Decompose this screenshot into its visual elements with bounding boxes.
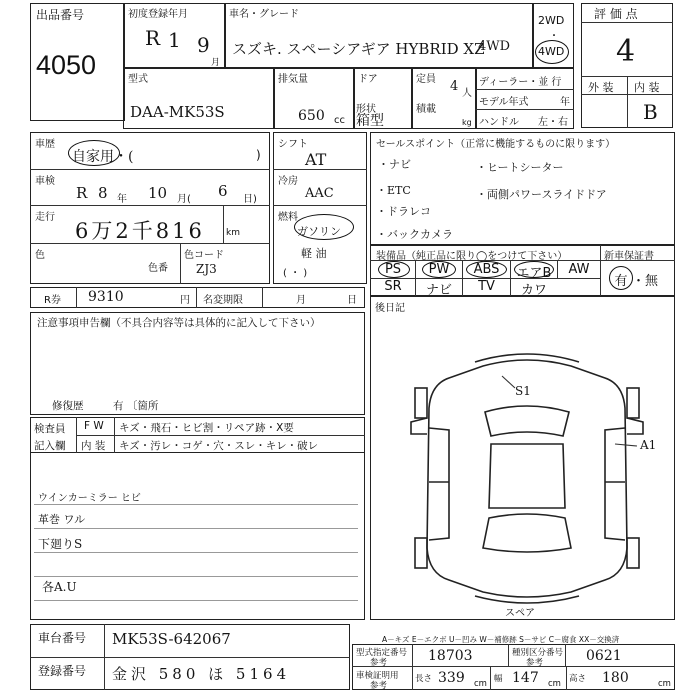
note-2: 革巻 ワル — [38, 513, 86, 526]
inspector-interior: 内 装 — [81, 440, 106, 452]
history-label: 車歴 — [35, 139, 55, 150]
diagram-mark-s1: S1 — [515, 384, 531, 398]
history-value: 自家用・( — [72, 149, 134, 165]
length-unit: cm — [474, 679, 487, 689]
shape: 箱型 — [356, 113, 384, 129]
history-close: ) — [256, 148, 261, 162]
drive-2wd: 2WD — [538, 14, 565, 27]
equip-sr: SR — [384, 279, 402, 294]
equip-ps: PS — [384, 262, 402, 277]
recycle-amount: 9310 — [88, 289, 124, 305]
fuel-gasoline: ガソリン — [297, 225, 341, 238]
shift-label: シフト — [278, 139, 308, 150]
height-unit: cm — [658, 679, 671, 689]
shaken-month-unit: 月( — [177, 194, 191, 205]
sales-points-label: セールスポイント（正常に機能するものに限ります） — [376, 139, 616, 150]
diagram-mark-a1: A1 — [640, 438, 657, 452]
mileage: 6万2千816 — [75, 219, 205, 243]
recycle-label: R券 — [44, 295, 61, 306]
sales-point-2: ・ヒートシーター — [476, 161, 564, 174]
inspector-fw-text: キズ・飛石・ヒビ割・リペア跡・X要 — [119, 422, 294, 434]
class-no-ref: 参考 — [526, 658, 544, 668]
color-no-label: 色コード — [184, 250, 224, 261]
month-unit: 月 — [211, 58, 221, 68]
color-no: ZJ3 — [196, 262, 217, 276]
shape-label: 形状 — [356, 104, 376, 115]
model-year-label: モデル年式 — [479, 97, 529, 108]
shaken-era: R — [76, 184, 88, 202]
ac-label: 冷房 — [278, 176, 298, 187]
displacement-label: 排気量 — [278, 74, 308, 85]
type-no: 18703 — [428, 648, 473, 664]
class-no: 0621 — [586, 648, 622, 664]
name-change-month: 月 — [296, 295, 306, 306]
reg-era: R — [145, 26, 161, 50]
height: 180 — [602, 670, 629, 686]
interior-grade: B — [643, 100, 658, 124]
width: 147 — [512, 670, 539, 686]
spare-label: スペア — [505, 608, 535, 619]
note-1: ウインカーミラー ヒビ — [38, 493, 141, 504]
sales-point-5: ・ドラレコ — [376, 205, 431, 218]
model-year-unit: 年 — [560, 97, 570, 108]
warranty-yes-circle — [609, 266, 633, 290]
drive-written: 4WD — [478, 39, 511, 54]
car-name: スズキ. スペーシアギア HYBRID XZ — [232, 40, 485, 58]
equip-navi: ナビ — [425, 283, 452, 298]
repair-label: 修復歴 — [52, 400, 84, 412]
reg-no: 金沢 580 ほ 5164 — [112, 665, 291, 683]
handle-options: 左・右 — [538, 117, 568, 128]
fuel-gasoline-circle — [294, 214, 354, 240]
warranty-yes: 有 — [614, 274, 628, 289]
model-code: DAA-MK53S — [130, 103, 225, 121]
damage-legend: A－キズ E－エクボ U－凹み W－補修跡 S－サビ C－腐食 XX－交換済 — [382, 635, 620, 644]
width-unit: cm — [548, 679, 561, 689]
equip-airbag-circle — [514, 261, 554, 278]
lot-label: 出品番号 — [36, 8, 85, 22]
cert-ref: 参考 — [370, 681, 388, 691]
shaken-day-unit: 日) — [243, 194, 257, 205]
note-3: 下廻りS — [38, 537, 83, 551]
mileage-label: 走行 — [35, 212, 55, 223]
reg-no-label: 登録番号 — [38, 664, 87, 678]
shaken-day: 6 — [218, 182, 228, 200]
drive-4wd: 4WD — [538, 45, 565, 58]
sales-point-1: ・ナビ — [378, 158, 411, 171]
repair-value: 有 〔箇所 — [113, 400, 159, 412]
caution-label: 注意事項申告欄（不具合内容等は具体的に記入して下さい） — [37, 317, 321, 329]
equip-pw-circle — [422, 261, 456, 278]
equip-ps-circle — [378, 261, 410, 278]
chassis-no: MK53S-642067 — [112, 630, 231, 648]
door-label: ドア — [358, 74, 378, 85]
equip-abs-circle — [466, 261, 507, 278]
shaken-month: 10 — [148, 184, 168, 202]
km-unit: km — [226, 228, 240, 238]
equip-pw: PW — [428, 262, 450, 277]
type-no-ref: 参考 — [370, 658, 388, 668]
recycle-yen: 円 — [180, 295, 190, 306]
reg-year: 1 — [168, 28, 181, 52]
cc-unit: cc — [334, 115, 345, 126]
chassis-label: 車台番号 — [38, 631, 87, 645]
shaken-year-unit: 年 — [117, 194, 127, 205]
drive-4wd-circle — [535, 40, 569, 64]
warranty-no: ・無 — [632, 274, 659, 289]
ac: AAC — [305, 186, 334, 201]
inspector-label-1: 検査員 — [34, 423, 66, 435]
rating-value: 4 — [616, 34, 636, 69]
rear-label: 後日記 — [375, 303, 405, 314]
recycle-row — [30, 287, 365, 308]
equip-aw: AW — [568, 262, 590, 277]
equip-leather: カワ — [520, 283, 547, 298]
sales-point-4: ・両側パワースライドドア — [476, 188, 607, 201]
fuel-diesel: 軽 油 — [301, 247, 327, 260]
name-change-day: 日 — [347, 295, 357, 306]
fuel-label: 燃料 — [278, 212, 298, 223]
fuel-paren: ( ・ ) — [283, 268, 308, 279]
sales-point-6: ・バックカメラ — [376, 228, 453, 241]
height-label: 高さ — [569, 674, 587, 684]
cert-label: 車検証明用 — [356, 671, 399, 681]
equip-airbag: エアB — [516, 266, 552, 281]
equipment-label: 装備品（純正品に限り◯をつけて下さい） — [376, 251, 568, 262]
shaken-year: 8 — [98, 184, 108, 202]
dealer-label: ディーラー・並 行 — [479, 77, 562, 88]
name-change-label: 名変期限 — [203, 295, 243, 306]
inspector-interior-text: キズ・汚レ・コゲ・穴・スレ・キレ・破レ — [119, 440, 319, 452]
equip-abs: ABS — [473, 262, 500, 277]
shift: AT — [305, 150, 327, 169]
shaken-label: 車検 — [35, 176, 55, 187]
length: 339 — [438, 670, 465, 686]
class-no-label: 種別区分番号 — [512, 648, 564, 658]
note-4: 各A.U — [42, 580, 77, 594]
load-label: 積載 — [416, 104, 436, 115]
interior-label: 内 装 — [634, 81, 660, 94]
color-code-label: 色番 — [148, 263, 168, 274]
lot-number: 4050 — [36, 50, 97, 80]
car-name-label: 車名・グレード — [229, 9, 299, 20]
reg-month: 9 — [197, 33, 210, 57]
displacement: 650 — [298, 108, 325, 124]
equip-tv: TV — [478, 279, 495, 294]
length-label: 長さ — [415, 674, 433, 684]
history-private-circle — [68, 140, 120, 166]
model-label: 型式 — [128, 74, 148, 85]
exterior-label: 外 装 — [588, 81, 614, 94]
sales-point-3: ・ETC — [376, 184, 411, 197]
inspector-fw: F W — [84, 420, 104, 432]
handle-label: ハンドル — [479, 117, 519, 128]
inspector-label-2: 記入欄 — [34, 440, 66, 452]
first-reg-label: 初度登録年月 — [128, 9, 188, 20]
width-label: 幅 — [494, 674, 503, 684]
rating-label: 評 価 点 — [594, 7, 638, 21]
drive-dot: ・ — [549, 31, 559, 42]
capacity-unit: 人 — [462, 88, 472, 99]
type-no-label: 型式指定番号 — [356, 648, 408, 658]
capacity-label: 定員 — [416, 74, 436, 85]
warranty-label: 新車保証書 — [604, 251, 654, 262]
kg-unit: kg — [462, 118, 472, 127]
color-label: 色 — [35, 250, 45, 261]
capacity: 4 — [450, 79, 459, 94]
